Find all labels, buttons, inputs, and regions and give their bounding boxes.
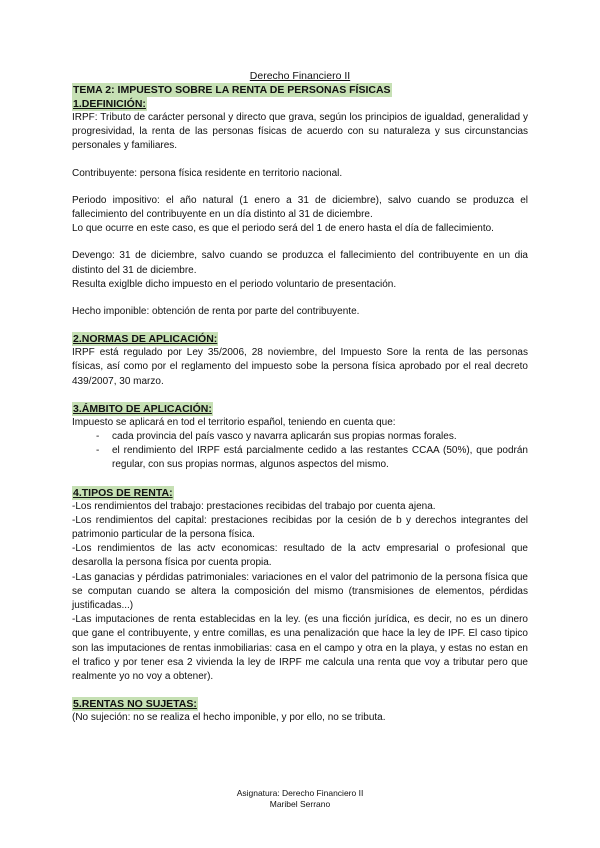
section-title-tipos-renta	[72, 486, 528, 500]
footer-asignatura: Asignatura: Derecho Financiero II	[236, 788, 364, 798]
exigible-text: Resulta exiglble dicho impuesto en el periodo voluntario de presentación.	[72, 278, 397, 290]
hecho-imponible-text: Hecho imponible: obtención de renta por parte del contribuyente.	[72, 306, 360, 318]
dash-marker: -	[96, 431, 100, 443]
contribuyente-text: Contribuyente: persona física residente en territorio nacional.	[72, 167, 343, 179]
tipo-renta-item: -Los rendimientos de las actv economicas: resultado de la actv empresarial o profesional que desarolla la persona física por cuenta propia.	[72, 543, 528, 569]
tipo-renta-item: -Los rendimientos del capital: prestaciones recibidas por la cesión de b y derechos integrantes del patrimonio particular de la persona física.	[72, 514, 528, 541]
tema-title-highlight: TEMA 2: IMPUESTO SOBRE LA RENTA DE PERSONAS FÍSICAS	[73, 84, 391, 96]
page-footer	[0, 788, 600, 810]
irpf-definition: IRPF: Tributo de carácter personal y directo que grava, según los principios de igualdad, generalidad y progresividad, la renta de las personas físicas de acuerdo con su naturaleza y sus circunstancias personales y familiares.	[72, 112, 528, 152]
document-page	[72, 70, 528, 726]
section-title-rentas-no-sujetas	[72, 697, 528, 711]
ambito-intro: Impuesto se aplicará en tod el territorio español, teniendo en cuenta que:	[72, 416, 396, 428]
section-title-highlight: 5.RENTAS NO SUJETAS:	[73, 698, 197, 711]
periodo-fallecimiento-text: Lo que ocurre en este caso, es que el periodo será del 1 de enero hasta el día de fallecimiento.	[72, 223, 494, 235]
section-title-highlight: 4.TIPOS DE RENTA:	[73, 486, 173, 499]
course-title: Derecho Financiero II	[249, 70, 351, 82]
no-sujecion-text: (No sujeción: no se realiza el hecho imponible, y por ello, no se tributa.	[72, 712, 386, 724]
section-title-normas	[72, 332, 528, 346]
section-title-definicion	[72, 97, 528, 111]
periodo-impositivo-text: Periodo impositivo: el año natural (1 enero a 31 de diciembre), salvo cuando se produzca el fallecimiento del contribuyente en un día distinto al 31 de diciembre.	[72, 194, 528, 221]
footer-author: Maribel Serrano	[269, 799, 331, 809]
devengo-text: Devengo: 31 de diciembre, salvo cuando se produzca el fallecimiento del contribuyente en un dia distinto del 31 de diciembre.	[72, 250, 528, 276]
section-title-highlight: 3.ÁMBITO DE APLICACIÓN:	[73, 402, 212, 415]
normas-text: IRPF está regulado por Ley 35/2006, 28 noviembre, del Impuesto Sore la renta de las personas físicas, así como por el reglamento del impuesto sobe la persona física aprobado por el real decreto 439/2007, 30 marzo.	[72, 347, 528, 387]
section-title-highlight: 1.DEFINICIÓN:	[73, 98, 146, 110]
list-item: - cada provincia del país vasco y navarra aplicarán sus propias normas forales.	[96, 430, 528, 444]
section-title-ambito	[72, 402, 528, 416]
ambito-list	[72, 430, 528, 473]
tipo-renta-item: -Las imputaciones de renta establecidas en la ley. (es una ficción jurídica, es decir, no es un dinero que gane el contribuyente, y entre comillas, es una penalización que hace la ley de IPF. El caso tipico son las imputaciones de rentas inmobiliarias: casa en el campo y otra en la playa, y estas no estan en el trafico y por tener esa 2 vivienda la ley de IRPF me calcula una renta que voy a tributar pero que realmente yo no voy a obtener).	[72, 614, 528, 683]
list-item: - el rendimiento del IRPF está parcialmente cedido a las restantes CCAA (50%), que podrán regular, con sus propias normas, algunos aspectos del mismo.	[96, 445, 528, 471]
tema-title	[72, 83, 528, 97]
tipo-renta-item: -Los rendimientos del trabajo: prestaciones recibidas del trabajo por cuenta ajena.	[72, 500, 436, 512]
tipo-renta-item: -Las ganacias y pérdidas patrimoniales: variaciones en el valor del patrimonio de la persona física que se computan cuando se altera la composición del mismo (transmisiones de elementos, pérdidas justificadas...)	[72, 571, 528, 612]
section-title-highlight: 2.NORMAS DE APLICACIÓN:	[73, 333, 218, 346]
dash-marker: -	[96, 445, 100, 457]
